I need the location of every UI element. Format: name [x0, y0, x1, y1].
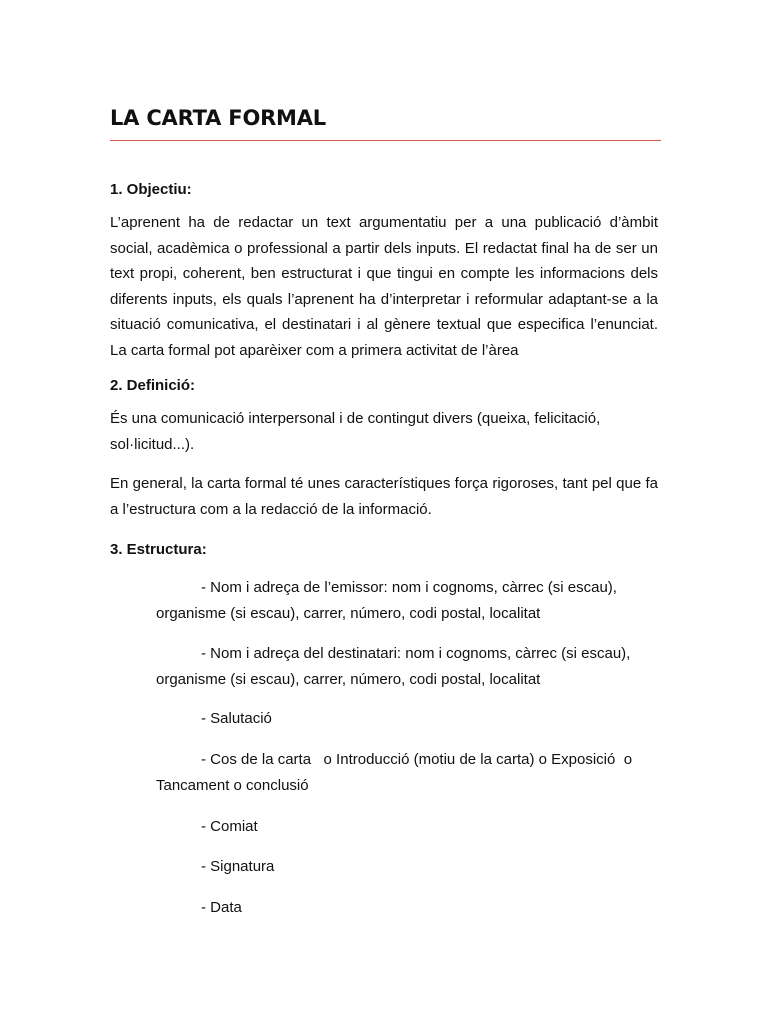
- definicio-paragraph-1: És una comunicació interpersonal i de contingut divers (queixa, felicitació, sol·licitud...).: [110, 410, 601, 453]
- section-heading-objectiu: 1. Objectiu:: [110, 181, 192, 198]
- structure-item-line: - Nom i adreça de l’emissor: nom i cognoms, càrrec (si escau),: [201, 579, 617, 596]
- structure-item-signatura: [201, 854, 274, 880]
- structure-item-emissor: [156, 575, 617, 626]
- structure-item-comiat: [201, 814, 258, 840]
- structure-item-line: - Signatura: [201, 858, 275, 875]
- structure-item-salutacio: [201, 706, 272, 732]
- objectiu-paragraph: L’aprenent ha de redactar un text argumentatiu per a una publicació d’àmbit social, acadèmica o professional a partir dels inputs. El redactat final ha de ser un text propi, coherent, ben estructurat i que tingui en compte les informacions dels diferents inputs, els quals l’aprenent ha d’interpretar i reformular adaptant-se a la situació comunicativa, el destinatari i al gènere textual que especifica l’enunciat. La carta formal pot aparèixer com a primera activitat de l’àrea: [110, 214, 658, 359]
- structure-item-line: organisme (si escau), carrer, número, codi postal, localitat: [156, 670, 541, 688]
- structure-item-line: Tancament o conclusió: [156, 776, 309, 794]
- structure-item-line: - Nom i adreça del destinatari: nom i cognoms, càrrec (si escau),: [201, 645, 631, 662]
- structure-item-line: - Cos de la carta o Introducció (motiu de la carta) o Exposició o: [201, 751, 633, 768]
- structure-item-cos: [156, 747, 632, 798]
- title-underline: [110, 140, 661, 141]
- structure-item-line: - Data: [201, 899, 242, 916]
- structure-item-destinatari: [156, 641, 630, 692]
- section-heading-definicio: 2. Definició:: [110, 377, 196, 394]
- structure-item-data: [201, 895, 242, 921]
- structure-item-line: - Salutació: [201, 710, 272, 727]
- structure-item-line: - Comiat: [201, 818, 258, 835]
- document-title: LA CARTA FORMAL: [110, 106, 326, 130]
- definicio-paragraph-2: En general, la carta formal té unes característiques força rigoroses, tant pel que fa a l’estructura com a la redacció de la informació.: [110, 475, 658, 518]
- section-heading-estructura: 3. Estructura:: [110, 541, 207, 558]
- structure-item-line: organisme (si escau), carrer, número, codi postal, localitat: [156, 604, 541, 622]
